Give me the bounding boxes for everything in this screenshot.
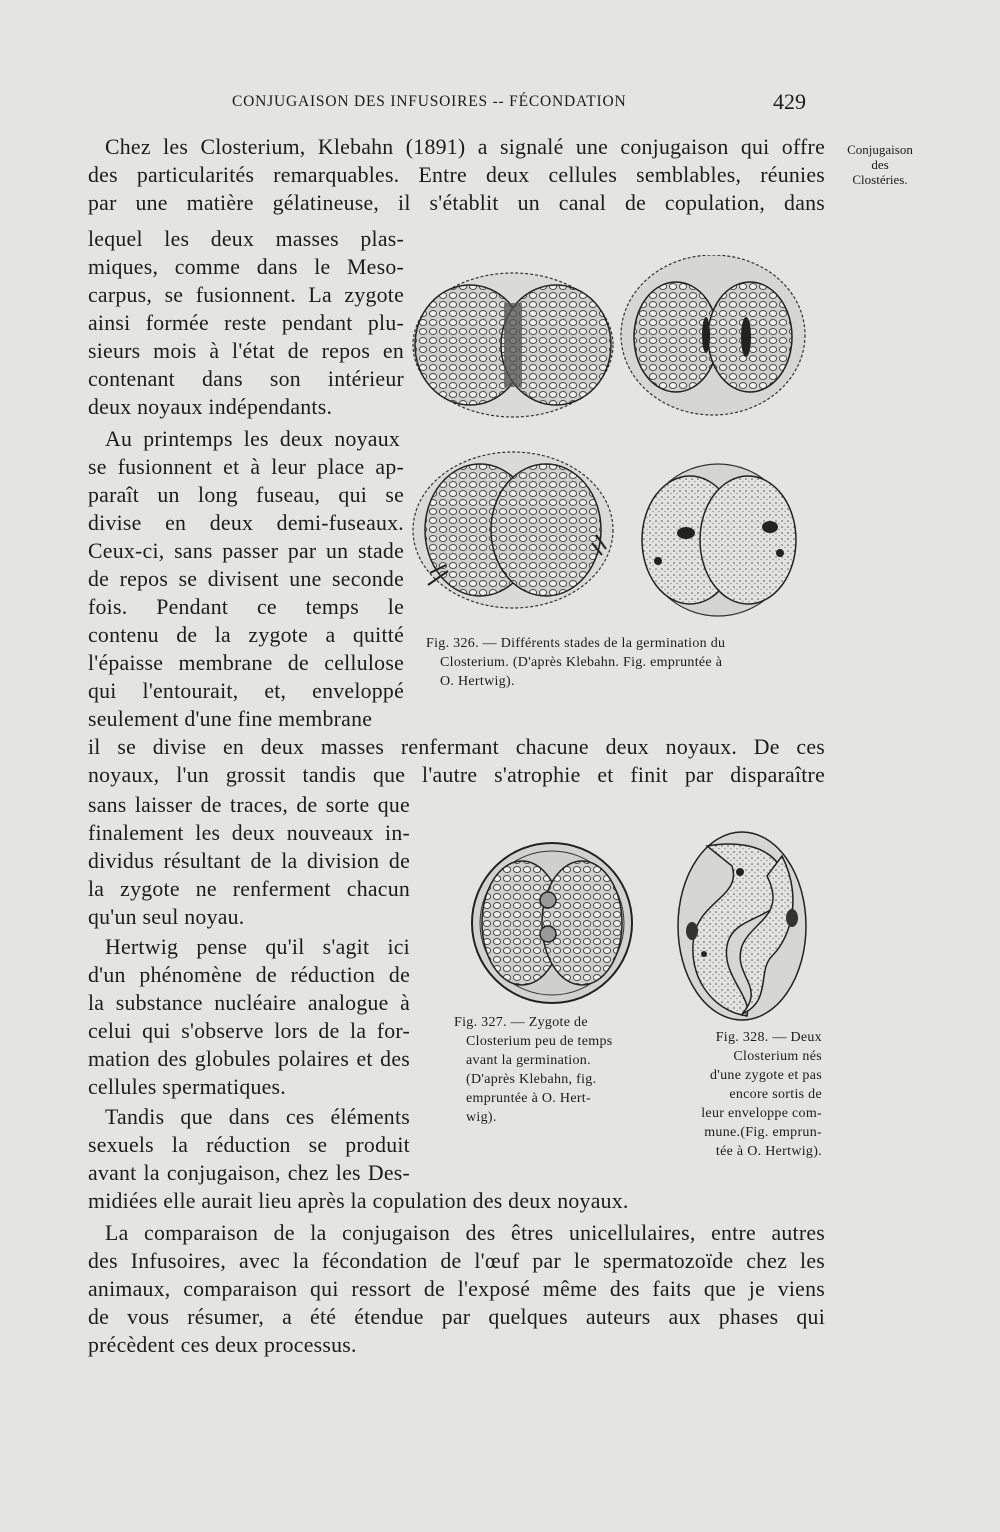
body-line: par une matière gélatineuse, il s'établit un canal de copulation, dans bbox=[88, 191, 825, 215]
zygote-drawing bbox=[413, 273, 613, 417]
caption-line: Closterium peu de temps bbox=[466, 1034, 613, 1049]
body-line: Chez les Closterium, Klebahn (1891) a signalé une conjugaison qui offre bbox=[105, 135, 825, 159]
body-line: qui l'entourait, et, enveloppé bbox=[88, 679, 404, 703]
body-line: noyaux, l'un grossit tandis que l'autre s'atrophie et finit par disparaître bbox=[88, 763, 825, 787]
body-line: la zygote ne renferment chacun bbox=[88, 877, 410, 901]
body-line: des Infusoires, avec la fécondation de l'œuf par le spermatozoïde chez les bbox=[88, 1249, 825, 1273]
body-line: finalement les deux nouveaux in- bbox=[88, 821, 410, 845]
body-line: contenu de la zygote a quitté bbox=[88, 623, 404, 647]
margin-note-line: des bbox=[871, 157, 889, 172]
body-line: cellules spermatiques. bbox=[88, 1075, 286, 1099]
figure-328-caption bbox=[662, 1028, 822, 1161]
body-line: Ceux-ci, sans passer par un stade bbox=[88, 539, 404, 563]
figure-328 bbox=[672, 826, 812, 1026]
zygote-drawing bbox=[642, 464, 796, 616]
caption-line: empruntée à O. Hert- bbox=[466, 1091, 591, 1106]
page-number: 429 bbox=[773, 89, 806, 114]
body-line: l'épaisse membrane de cellulose bbox=[88, 651, 404, 675]
body-line: d'un phénomène de réduction de bbox=[88, 963, 410, 987]
body-line: la substance nucléaire analogue à bbox=[88, 991, 410, 1015]
caption-line: tée à O. Hertwig). bbox=[715, 1144, 822, 1159]
body-line: Hertwig pense qu'il s'agit ici bbox=[105, 935, 410, 959]
body-line: sexuels la réduction se produit bbox=[88, 1133, 410, 1157]
margin-note-line: Conjugaison bbox=[847, 142, 913, 157]
caption-line: encore sortis de bbox=[729, 1087, 822, 1102]
body-line: lequel les deux masses plas- bbox=[88, 227, 404, 251]
body-line: midiées elle aurait lieu après la copulation des deux noyaux. bbox=[88, 1189, 629, 1213]
caption-line: O. Hertwig). bbox=[440, 674, 515, 689]
margin-note-line: Clostéries. bbox=[852, 172, 908, 187]
body-line: se fusionnent et à leur place ap- bbox=[88, 455, 404, 479]
body-line: miques, comme dans le Meso- bbox=[88, 255, 404, 279]
body-line: Au printemps les deux noyaux bbox=[105, 427, 400, 451]
body-line: sieurs mois à l'état de repos en bbox=[88, 339, 404, 363]
figure-327-caption bbox=[454, 1013, 644, 1127]
caption-line: Closterium nés bbox=[733, 1049, 822, 1064]
body-line: animaux, comparaison qui ressort de l'exposé même des faits que je viens bbox=[88, 1277, 825, 1301]
caption-line: Fig. 327. — Zygote de bbox=[454, 1015, 588, 1030]
body-line: carpus, se fusionnent. La zygote bbox=[88, 283, 404, 307]
caption-line: d'une zygote et pas bbox=[709, 1068, 822, 1083]
body-line: dividus résultant de la division de bbox=[88, 849, 410, 873]
caption-line: leur enveloppe com- bbox=[701, 1106, 822, 1121]
body-line: paraît un long fuseau, qui se bbox=[88, 483, 404, 507]
zygote-drawing bbox=[621, 255, 805, 415]
figure-327 bbox=[462, 838, 642, 1008]
body-line: celui qui s'observe lors de la for- bbox=[88, 1019, 410, 1043]
body-line: qu'un seul noyau. bbox=[88, 905, 245, 929]
caption-line: mune.(Fig. emprun- bbox=[704, 1125, 822, 1140]
figure-326 bbox=[408, 255, 828, 625]
body-line: de vous résumer, a été étendue par quelques auteurs aux phases qui bbox=[88, 1305, 825, 1329]
caption-line: Closterium. (D'après Klebahn. Fig. empruntée à bbox=[440, 655, 723, 670]
caption-line: avant la germination. bbox=[466, 1053, 591, 1068]
caption-line: (D'après Klebahn, fig. bbox=[466, 1072, 597, 1087]
body-line: seulement d'une fine membrane bbox=[88, 707, 373, 731]
figure-326-caption bbox=[426, 634, 826, 691]
body-line: fois. Pendant ce temps le bbox=[88, 595, 404, 619]
body-line: Tandis que dans ces éléments bbox=[105, 1105, 410, 1129]
caption-line: Fig. 326. — Différents stades de la germination du bbox=[426, 636, 726, 651]
zygote-drawing bbox=[413, 452, 613, 608]
caption-line: Fig. 328. — Deux bbox=[715, 1030, 822, 1045]
body-line: des particularités remarquables. Entre deux cellules semblables, réunies bbox=[88, 163, 825, 187]
caption-line: wig). bbox=[466, 1110, 497, 1125]
body-line: La comparaison de la conjugaison des êtres unicellulaires, entre autres bbox=[105, 1221, 825, 1245]
running-title: CONJUGAISON DES INFUSOIRES -- FÉCONDATION bbox=[232, 93, 627, 110]
body-line: contenant dans son intérieur bbox=[88, 367, 404, 391]
body-line: de repos se divisent une seconde bbox=[88, 567, 404, 591]
body-line: ainsi formée reste pendant plu- bbox=[88, 311, 404, 335]
body-line: sans laisser de traces, de sorte que bbox=[88, 793, 410, 817]
body-line: mation des globules polaires et des bbox=[88, 1047, 410, 1071]
body-line: il se divise en deux masses renfermant chacune deux noyaux. De ces bbox=[88, 735, 825, 759]
margin-note bbox=[830, 142, 930, 187]
body-line: avant la conjugaison, chez les Des- bbox=[88, 1161, 410, 1185]
body-line: précèdent ces deux processus. bbox=[88, 1333, 357, 1357]
body-line: divise en deux demi-fuseaux. bbox=[88, 511, 404, 535]
body-line: deux noyaux indépendants. bbox=[88, 395, 333, 419]
